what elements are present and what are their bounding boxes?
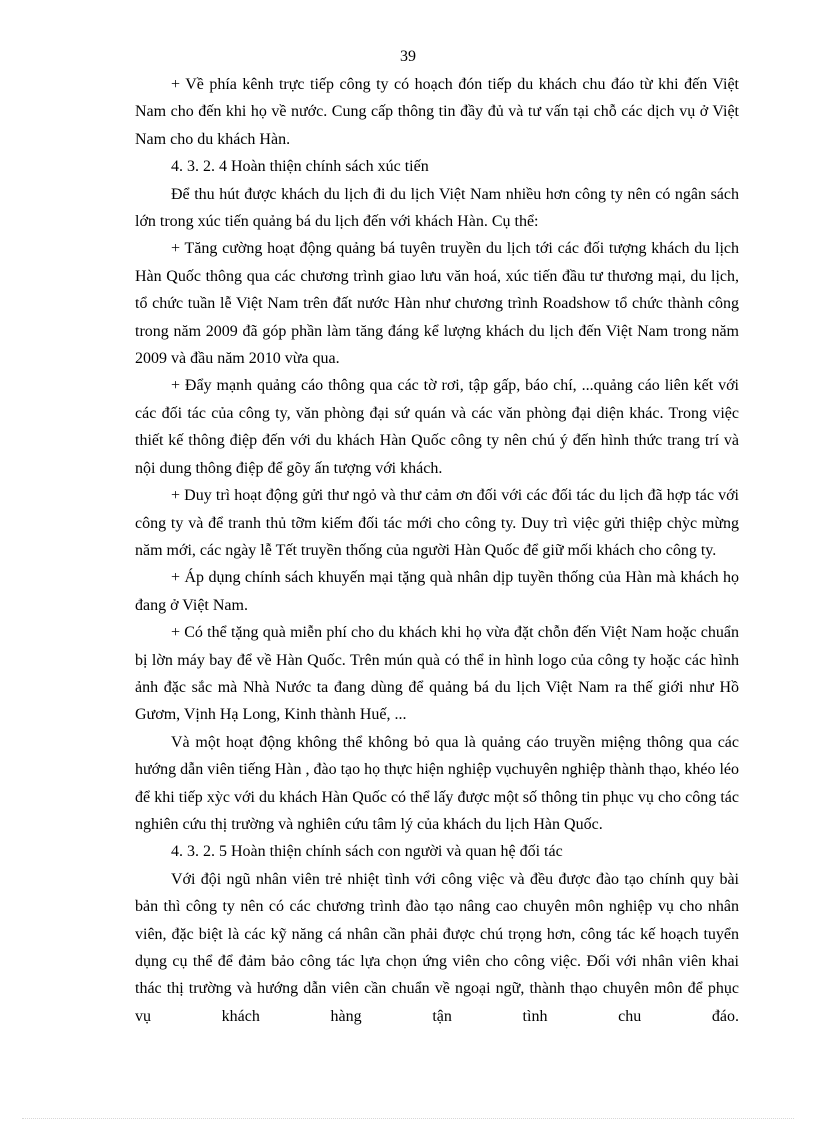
page-number: 39 [400, 48, 416, 65]
paragraph-direct-channel: + Về phía kênh trực tiếp công ty có hoạch đón tiếp du khách chu đáo từ khi đến Việt Nam cho đến khi họ về nước. Cung cấp thông tin đầy đủ và tư vấn tại chỗ các dịch vụ ở Việt Nam cho du khách Hàn. [135, 76, 739, 148]
section-heading-people-partners: 4. 3. 2. 5 Hoàn thiện chính sách con người và quan hệ đối tác [171, 843, 563, 861]
paragraph-promotion-intro: Để thu hút được khách du lịch đi du lịch Việt Nam nhiều hơn công ty nên có ngân sách lớn trong xúc tiến quảng bá du lịch đến với khách Hàn. Cụ thể: [135, 185, 739, 231]
paragraph-advertising-promotion: + Tăng cường hoạt động quảng bá tuyên truyền du lịch tới các đối tượng khách du lịch Hàn Quốc thông qua các chương trình giao lưu văn hoá, xúc tiến đầu tư thương mại, du lịch, tổ chức tuần lễ Việt Nam trên đất nước Hàn như chương trình Roadshow tổ chức thành công trong năm 2009 đã góp phần làm tăng đáng kể lượng khách du lịch đến Việt Nam trong năm 2009 và đầu năm 2010 vừa qua. [135, 240, 739, 368]
paragraph-word-of-mouth: Và một hoạt động không thể không bỏ qua là quảng cáo truyền miệng thông qua các hướng dẫn viên tiếng Hàn , đào tạo họ thực hiện nghiệp vụchuyên nghiệp thành thạo, khéo léo để khi tiếp xỳc với du khách Hàn Quốc có thể lấy được một số thông tin phục vụ cho công tác nghiên cứu thị trường và nghiên cứu tâm lý của khách du lịch Hàn Quốc. [135, 733, 739, 833]
page-bottom-divider [22, 1118, 794, 1119]
paragraph-letters-greetings: + Duy trì hoạt động gửi thư ngỏ và thư cảm ơn đối với các đối tác du lịch đã hợp tác với công ty và để tranh thủ tỡm kiếm đối tác mới cho công ty. Duy trì việc gửi thiệp chỳc mừng năm mới, các ngày lễ Tết truyền thống của người Hàn Quốc để giữ mối khách cho công ty. [135, 487, 739, 559]
paragraph-gift-policy: + Áp dụng chính sách khuyến mại tặng quà nhân dịp tuyền thống của Hàn mà khách họ đang ở Việt Nam. [135, 569, 739, 614]
section-heading-promotion-policy: 4. 3. 2. 4 Hoàn thiện chính sách xúc tiến [171, 158, 429, 176]
document-body [135, 71, 739, 1030]
paragraph-staff-training: Với đội ngũ nhân viên trẻ nhiệt tình với công việc và đều được đào tạo chính quy bài bản thì công ty nên có các chương trình đào tạo nâng cao chuyên môn nghiệp vụ cho nhân viên, đặc biệt là các kỹ năng cá nhân cần phải được chú trọng hơn, công tác kế hoạch tuyển dụng cụ thể để đảm bảo công tác lựa chọn ứng viên cho công việc. Đối với nhân viên khai thác thị trường và hướng dẫn viên cần chuẩn về ngoại ngữ, thành thạo chuyên môn để phục vụ khách hàng tận tình chu đáo. [135, 870, 739, 1025]
paragraph-print-advertising: + Đẩy mạnh quảng cáo thông qua các tờ rơi, tập gấp, báo chí, ...quảng cáo liên kết với các đối tác của công ty, văn phòng đại sứ quán và các văn phòng đại diện khác. Trong việc thiết kế thông điệp đến với du khách Hàn Quốc công ty nên chú ý đến hình thức trang trí và nội dung thông điệp để gõy ấn tượng với khách. [135, 377, 739, 477]
paragraph-free-gifts: + Có thể tặng quà miễn phí cho du khách khi họ vừa đặt chỗn đến Việt Nam hoặc chuẩn bị lờn máy bay để về Hàn Quốc. Trên mún quà có thể in hình logo của công ty hoặc các hình ảnh đặc sắc mà Nhà Nước ta đang dùng để quảng bá du lịch Việt Nam ra thế giới như Hồ Gươm, Vịnh Hạ Long, Kinh thành Huế, ... [135, 624, 739, 724]
